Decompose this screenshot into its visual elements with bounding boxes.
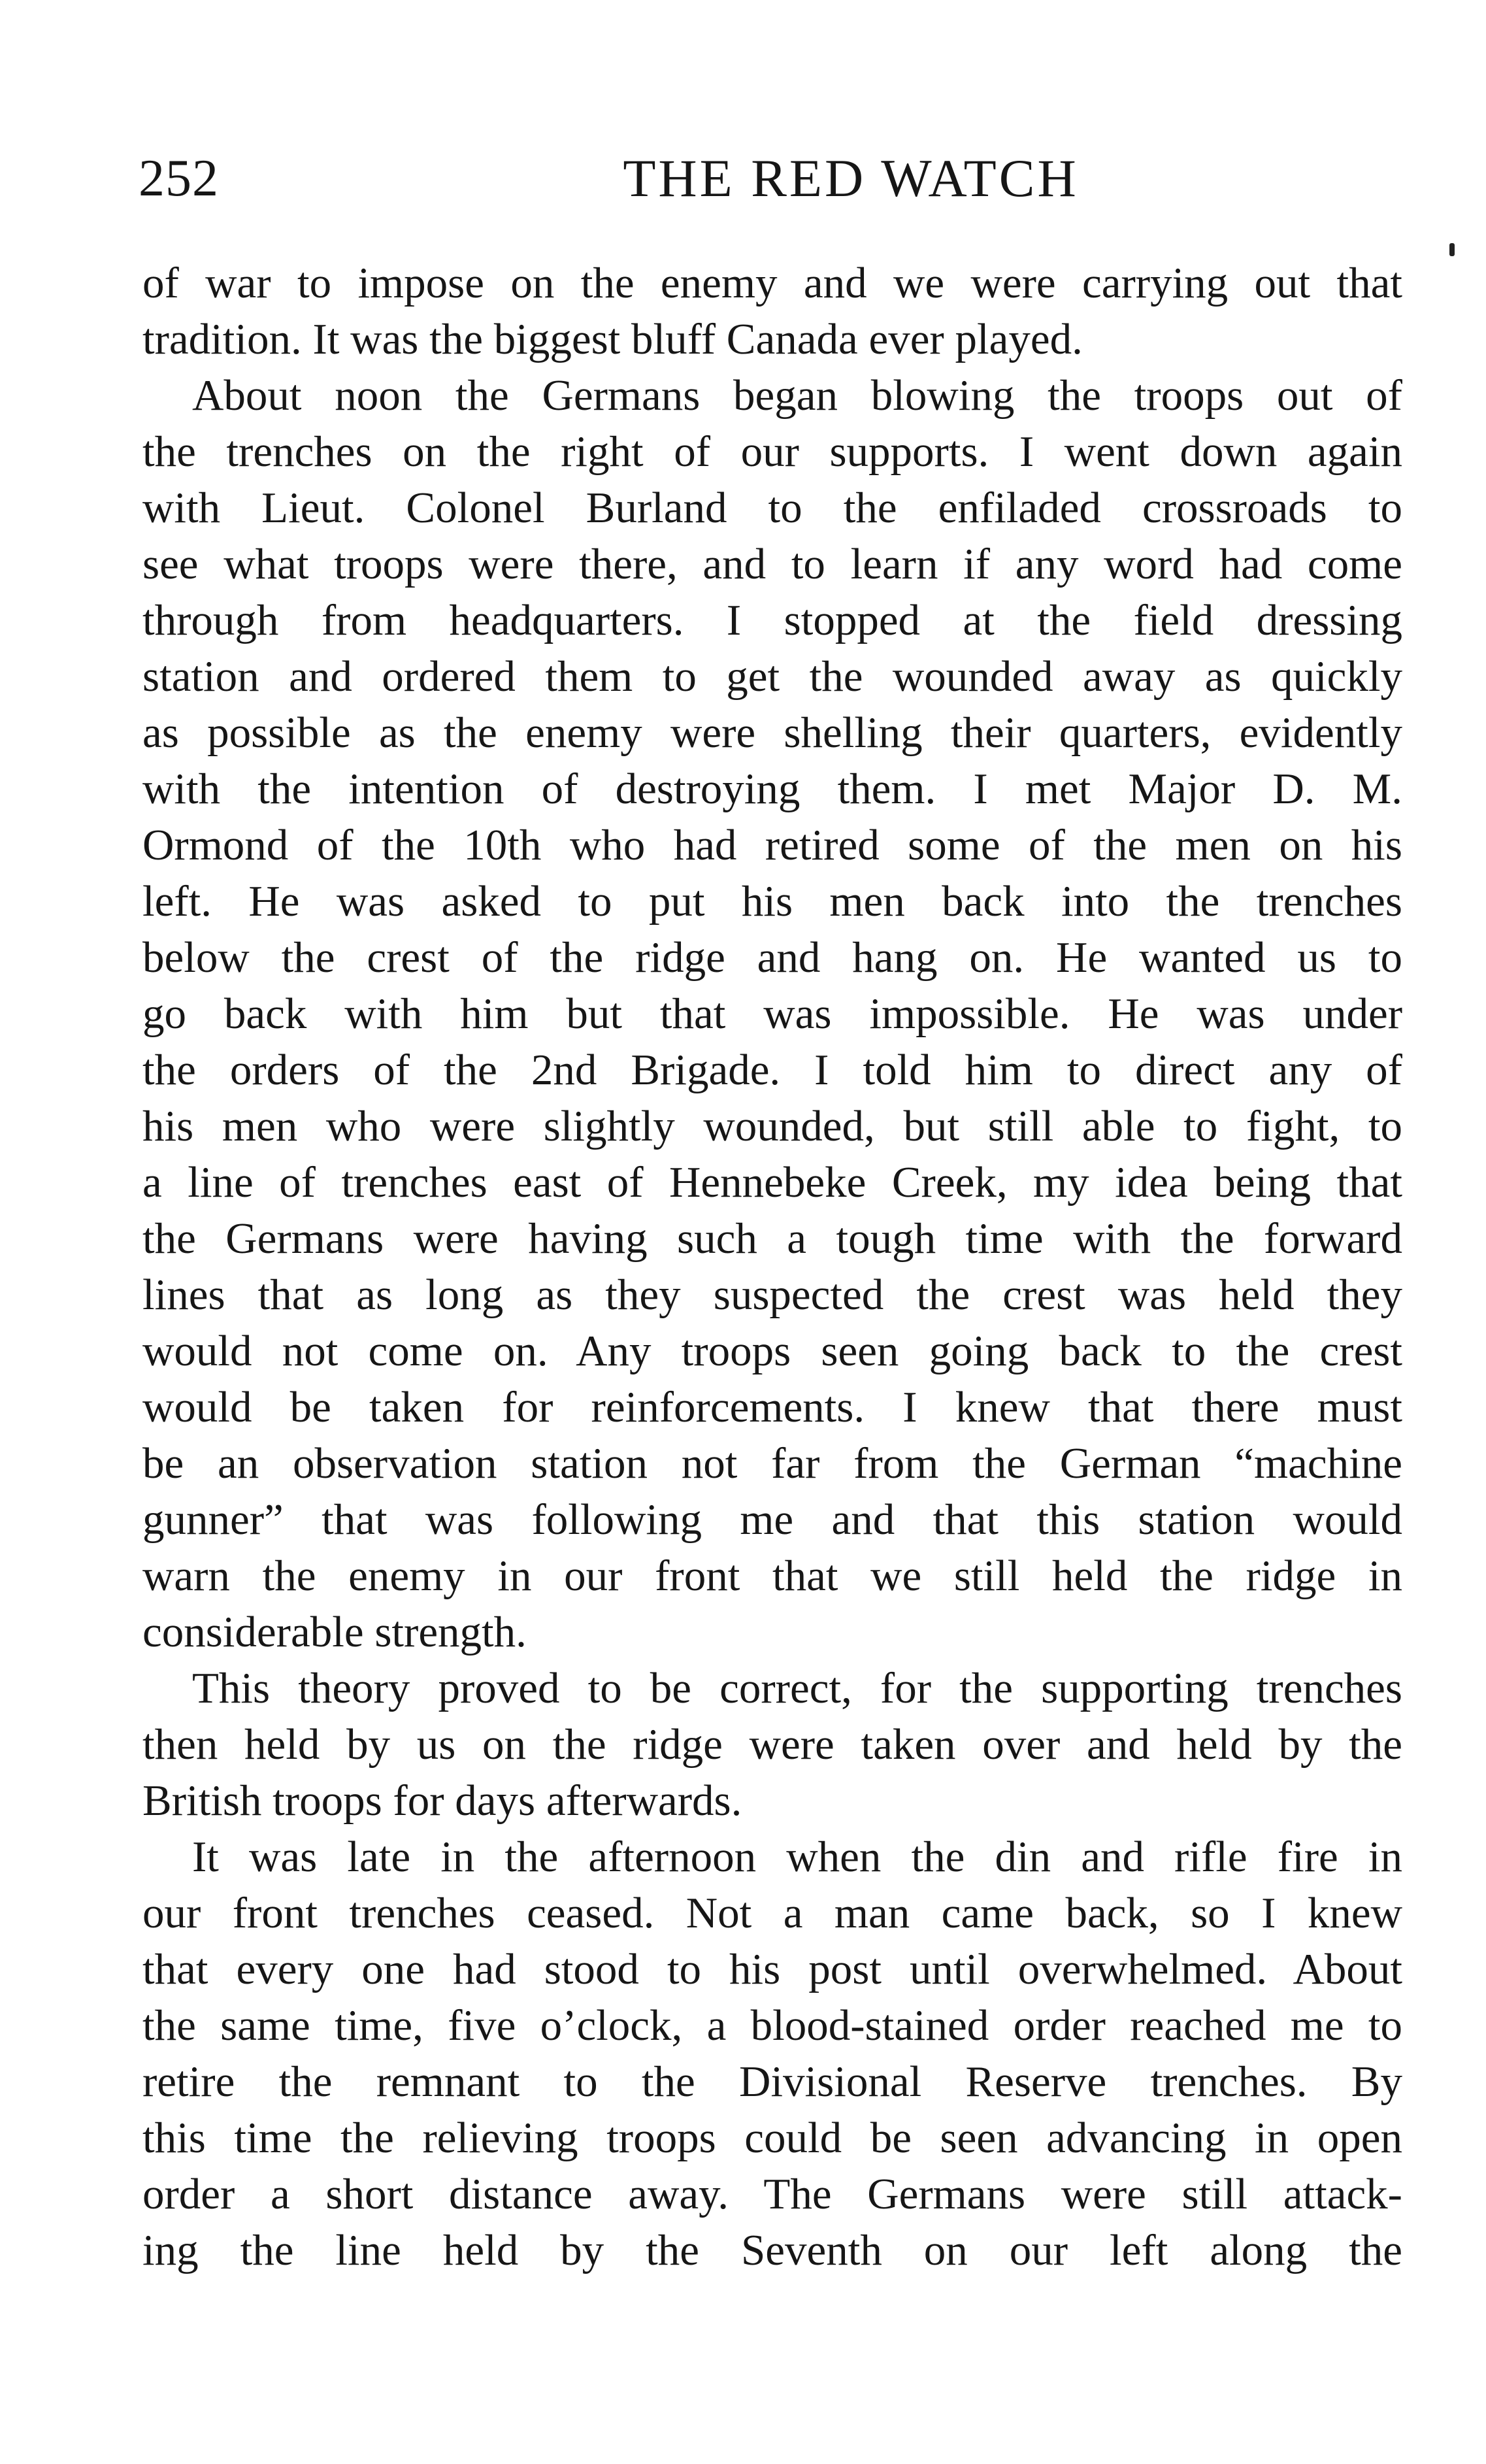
body-text <box>142 255 1402 2278</box>
text-line: of war to impose on the enemy and we were carrying out that <box>142 259 1402 307</box>
text-line: would not come on. Any troops seen going back to the crest <box>142 1327 1402 1375</box>
text-line: This theory proved to be correct, for the supporting trenches <box>192 1664 1402 1712</box>
text-line: It was late in the afternoon when the din and rifle fire in <box>192 1833 1402 1881</box>
text-line: this time the relieving troops could be seen advancing in open <box>142 2114 1402 2162</box>
text-line: the Germans were having such a tough time with the forward <box>142 1214 1402 1263</box>
text-line: left. He was asked to put his men back into the trenches <box>142 877 1402 925</box>
text-line: a line of trenches east of Hennebeke Creek, my idea being that <box>142 1158 1402 1207</box>
text-line: ing the line held by the Seventh on our left along the <box>142 2226 1402 2274</box>
paragraph <box>142 1829 1402 2278</box>
paragraph <box>142 255 1402 367</box>
print-speck <box>1449 243 1455 256</box>
text-line: his men who were slightly wounded, but still able to fight, to <box>142 1102 1402 1150</box>
text-line: considerable strength. <box>142 1608 527 1656</box>
text-line: Ormond of the 10th who had retired some of the men on his <box>142 821 1402 869</box>
text-line: see what troops were there, and to learn if any word had come <box>142 540 1402 588</box>
text-line: with Lieut. Colonel Burland to the enfiladed crossroads to <box>142 484 1402 532</box>
text-line: the orders of the 2nd Brigade. I told him to direct any of <box>142 1046 1402 1094</box>
text-line: the trenches on the right of our supports. I went down again <box>142 427 1402 476</box>
page-number: 252 <box>139 150 219 207</box>
text-line: be an observation station not far from the German “machine <box>142 1439 1402 1488</box>
text-line: as possible as the enemy were shelling their quarters, evidently <box>142 708 1402 757</box>
page-header <box>139 142 1400 214</box>
text-line: gunner” that was following me and that this station would <box>142 1495 1402 1544</box>
running-head: THE RED WATCH <box>623 148 1079 208</box>
text-line: the same time, five o’clock, a blood-stained order reached me to <box>142 2001 1402 2050</box>
text-line: About noon the Germans began blowing the troops out of <box>192 371 1402 420</box>
paragraph <box>142 367 1402 1660</box>
paragraph <box>142 1660 1402 1829</box>
text-line: then held by us on the ridge were taken over and held by the <box>142 1720 1402 1769</box>
text-line: British troops for days afterwards. <box>142 1776 742 1825</box>
text-line: order a short distance away. The Germans were still attack- <box>142 2170 1402 2218</box>
text-line: retire the remnant to the Divisional Reserve trenches. By <box>142 2057 1402 2106</box>
text-line: station and ordered them to get the wounded away as quickly <box>142 652 1402 701</box>
text-line: through from headquarters. I stopped at the field dressing <box>142 596 1402 644</box>
text-line: with the intention of destroying them. I met Major D. M. <box>142 765 1402 813</box>
text-line: lines that as long as they suspected the crest was held they <box>142 1271 1402 1319</box>
text-line: tradition. It was the biggest bluff Canada ever played. <box>142 315 1083 363</box>
text-line: go back with him but that was impossible. He was under <box>142 990 1402 1038</box>
text-line: our front trenches ceased. Not a man came back, so I knew <box>142 1889 1402 1937</box>
text-line: would be taken for reinforcements. I knew that there must <box>142 1383 1402 1431</box>
text-line: below the crest of the ridge and hang on. He wanted us to <box>142 933 1402 982</box>
text-line: that every one had stood to his post until overwhelmed. About <box>142 1945 1402 1993</box>
text-line: warn the enemy in our front that we still held the ridge in <box>142 1552 1402 1600</box>
